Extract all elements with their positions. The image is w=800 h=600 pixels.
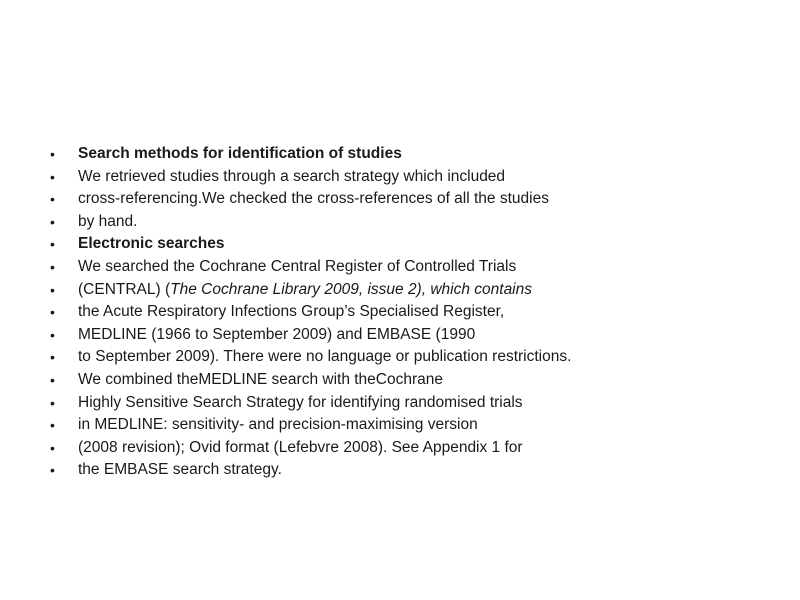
section-heading: Electronic searches	[78, 235, 225, 253]
bullet-item	[50, 233, 571, 256]
bullet-text: by hand.	[78, 212, 138, 230]
bullet-item	[50, 211, 571, 234]
bullet-text: MEDLINE (1966 to September 2009) and EMBASE (1990	[78, 325, 476, 343]
bullet-text: the EMBASE search strategy.	[78, 461, 282, 479]
bullet-icon: •	[50, 462, 55, 479]
bullet-icon: •	[50, 213, 55, 230]
bullet-text: Highly Sensitive Search Strategy for identifying randomised trials	[78, 393, 523, 411]
bullet-item	[50, 324, 571, 347]
section-heading: Search methods for identification of studies	[78, 145, 402, 162]
bullet-icon: •	[50, 371, 55, 388]
bullet-icon: •	[50, 417, 55, 434]
bullet-text: to September 2009). There were no language or publication restrictions.	[78, 348, 572, 366]
bullet-item	[50, 301, 571, 324]
bullet-text: cross-referencing.We checked the cross-references of all the studies	[78, 190, 549, 208]
bullet-item	[50, 392, 571, 415]
bullet-item	[50, 437, 571, 460]
bullet-icon: •	[50, 168, 55, 185]
bullet-item	[50, 143, 571, 166]
bullet-icon: •	[50, 439, 55, 456]
bullet-text-part: (CENTRAL) (	[78, 280, 171, 298]
bullet-text: We searched the Cochrane Central Register of Controlled Trials	[78, 257, 517, 275]
bullet-icon: •	[50, 394, 55, 411]
bullet-text: the Acute Respiratory Infections Group’s Specialised Register,	[78, 303, 505, 321]
bullet-icon: •	[50, 258, 55, 275]
bullet-item	[50, 188, 571, 211]
bullet-text-part: The Cochrane Library 2009, issue 2), which contains	[170, 280, 532, 298]
bullet-icon: •	[50, 236, 55, 253]
bullet-icon: •	[50, 191, 55, 208]
bullet-item	[50, 279, 571, 302]
bullet-icon: •	[50, 326, 55, 343]
bullet-text: in MEDLINE: sensitivity- and precision-maximising version	[78, 416, 478, 434]
bullet-text: We retrieved studies through a search strategy which included	[78, 167, 506, 185]
bullet-icon: •	[50, 304, 55, 321]
bullet-item	[50, 369, 571, 392]
bullet-list	[50, 143, 571, 482]
bullet-item	[50, 166, 571, 189]
bullet-icon: •	[50, 349, 55, 366]
bullet-item	[50, 256, 571, 279]
bullet-item	[50, 414, 571, 437]
bullet-text: (2008 revision); Ovid format (Lefebvre 2008). See Appendix 1 for	[78, 438, 523, 456]
bullet-text: We combined theMEDLINE search with theCochrane	[78, 370, 443, 388]
bullet-item	[50, 346, 571, 369]
bullet-item	[50, 459, 571, 482]
bullet-icon: •	[50, 146, 55, 162]
bullet-icon: •	[50, 281, 55, 298]
